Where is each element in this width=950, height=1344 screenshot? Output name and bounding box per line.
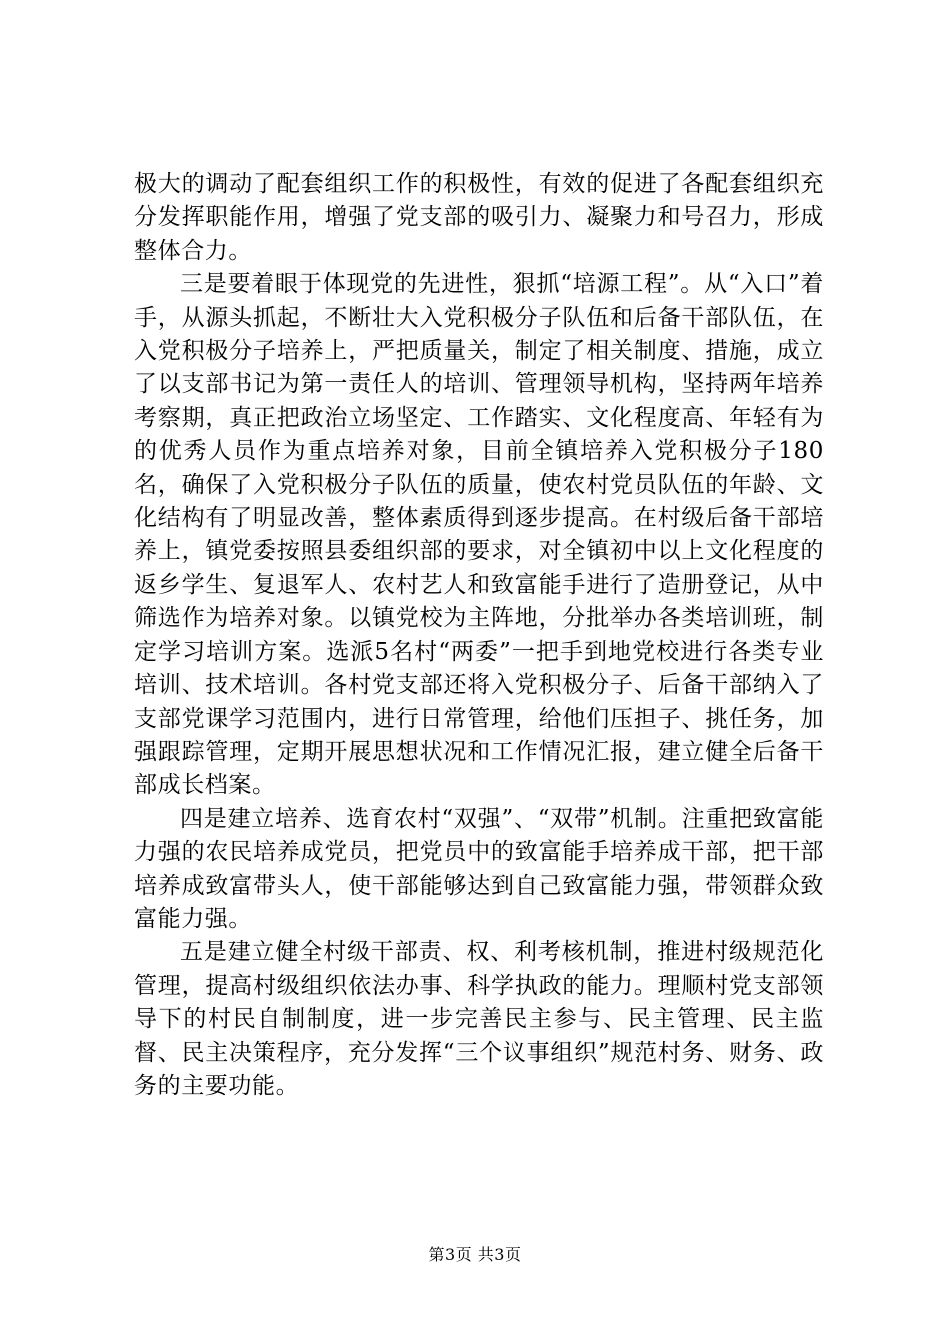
page-number-footer: 第3页 共3页 bbox=[428, 1245, 522, 1264]
paragraph-point-three: 三是要着眼于体现党的先进性，狠抓“培源工程”。从“入口”着手，从源头抓起，不断壮大入党积极分子队伍和后备干部队伍，在入党积极分子培养上，严把质量关，制定了相关制度、措施，成立了以支部书记为第一责任人的培训、管理领导机构，坚持两年培养考察期，真正把政治立场坚定、工作踏实、文化程度高、年轻有为的优秀人员作为重点培养对象，目前全镇培养入党积极分子180名，确保了入党积极分子队伍的质量，使农村党员队伍的年龄、文化结构有了明显改善，整体素质得到逐步提高。在村级后备干部培养上，镇党委按照县委组织部的要求，对全镇初中以上文化程度的返乡学生、复退军人、农村艺人和致富能手进行了造册登记，从中筛选作为培养对象。以镇党校为主阵地，分批举办各类培训班，制定学习培训方案。选派5名村“两委”一把手到地党校进行各类专业培训、技术培训。各村党支部还将入党积极分子、后备干部纳入了支部党课学习范围内，进行日常管理，给他们压担子、挑任务，加强跟踪管理，定期开展思想状况和工作情况汇报，建立健全后备干部成长档案。 bbox=[134, 271, 824, 799]
document-body bbox=[134, 168, 824, 1103]
paragraph-point-five: 五是建立健全村级干部责、权、利考核机制，推进村级规范化管理，提高村级组织依法办事、科学执政的能力。理顺村党支部领导下的村民自制制度，进一步完善民主参与、民主管理、民主监督、民主决策程序，充分发挥“三个议事组织”规范村务、财务、政务的主要功能。 bbox=[134, 939, 824, 1099]
paragraph-point-four: 四是建立培养、选育农村“双强”、“双带”机制。注重把致富能力强的农民培养成党员，把党员中的致富能手培养成干部，把干部培养成致富带头人，使干部能够达到自己致富能力强，带领群众致富能力强。 bbox=[134, 805, 824, 932]
paragraph-continuation: 极大的调动了配套组织工作的积极性，有效的促进了各配套组织充分发挥职能作用，增强了党支部的吸引力、凝聚力和号召力，形成整体合力。 bbox=[134, 171, 824, 264]
